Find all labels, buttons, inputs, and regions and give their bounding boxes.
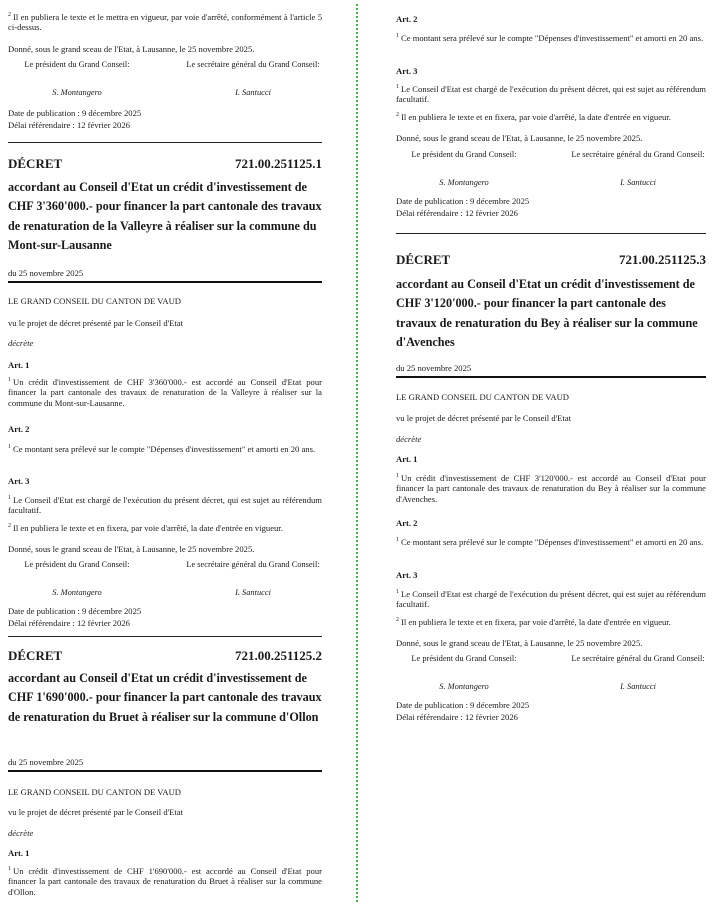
- art-2-text: $^1$ Ce montant sera prélevé sur le compte "Dépenses d'investissement" et amorti en 20 ans.: [8, 444, 316, 454]
- decree-3-title: accordant au Conseil d'Etat un crédit d'investissement de CHF 3'120'000.- pour financer la part cantonale des travaux de renaturation du Bey à réaliser sur la commune d'Avenches: [396, 277, 698, 350]
- signature-names: S. Montangero I. Santucci: [52, 88, 271, 97]
- art-1-text: $^1$ Un crédit d'investissement de CHF 3'120'000.- est accordé au Conseil d'Etat pour financer la part cantonale des travaux de renaturation du Bey à réaliser sur la commune d'Avenches.: [396, 473, 706, 504]
- decree-date: du 25 novembre 2025: [8, 268, 84, 278]
- art-2-label: Art. 2: [8, 424, 30, 434]
- decree-number: 721.00.251125.3: [618, 252, 706, 267]
- art-1-text: $^1$ Un crédit d'investissement de CHF 1'690'000.- est accordé au Conseil d'Etat pour financer la part cantonale des travaux de renaturation du Bruet à réaliser sur la commune d'Ollon.: [8, 866, 322, 897]
- decree-3-header: [396, 252, 706, 268]
- decrete-line: décrète: [8, 828, 34, 838]
- decree-number: 721.00.251125.1: [234, 156, 322, 171]
- publication-date: Date de publication : 9 décembre 2025: [8, 606, 142, 616]
- referendum-delay: Délai référendaire : 12 février 2026: [8, 618, 130, 628]
- decrete-line: décrète: [8, 338, 34, 348]
- decree-date: du 25 novembre 2025: [8, 757, 84, 767]
- council-heading: LE GRAND CONSEIL DU CANTON DE VAUD: [8, 787, 181, 797]
- publication-date: Date de publication : 9 décembre 2025: [396, 196, 530, 206]
- decree-label: DÉCRET: [8, 648, 63, 663]
- decree-1-title: accordant au Conseil d'Etat un crédit d'investissement de CHF 3'360'000.- pour financer la part cantonale des travaux de renaturation de la Valleyre à réaliser sur la commune du Mont-sur-Lausanne: [8, 180, 322, 253]
- decree-rule: [8, 770, 322, 772]
- decree-rule: [8, 281, 322, 283]
- art-3-label: Art. 3: [8, 476, 30, 486]
- section-rule: [8, 636, 322, 637]
- art-2-label: Art. 2: [396, 14, 418, 24]
- art-2-label: Art. 2: [396, 518, 418, 528]
- art-3-text-1: $^1$ Le Conseil d'Etat est chargé de l'exécution du présent décret, qui est sujet au référendum facultatif.: [396, 84, 706, 105]
- vu-line: vu le projet de décret présenté par le Conseil d'Etat: [8, 807, 184, 817]
- referendum-delay: Délai référendaire : 12 février 2026: [396, 208, 518, 218]
- art-1-label: Art. 1: [8, 360, 30, 370]
- art-1-text: $^1$ Un crédit d'investissement de CHF 3'360'000.- est accordé au Conseil d'Etat pour financer la part cantonale des travaux de renaturation de la Valleyre à réaliser sur la commune du Mont-sur-Lausanne.: [8, 377, 322, 408]
- art-3-text-1: $^1$ Le Conseil d'Etat est chargé de l'exécution du présent décret, qui est sujet au référendum facultatif.: [396, 589, 706, 610]
- signature-names: S. Montangero I. Santucci: [439, 682, 656, 691]
- decree-2-header: [8, 648, 322, 664]
- vu-line: vu le projet de décret présenté par le Conseil d'Etat: [396, 413, 572, 423]
- signature-titles: Le président du Grand Conseil: Le secrétaire général du Grand Conseil:: [411, 150, 705, 159]
- art-3-text-2: $^2$ Il en publiera le texte et en fixera, par voie d'arrêté, la date d'entrée en vigueur.: [396, 112, 671, 122]
- decree-1-header: [8, 156, 322, 172]
- decree-label: DÉCRET: [8, 156, 63, 171]
- referendum-delay: Délai référendaire : 12 février 2026: [8, 120, 130, 130]
- decree-date: du 25 novembre 2025: [396, 363, 472, 373]
- art-2-text: $^1$ Ce montant sera prélevé sur le compte "Dépenses d'investissement" et amorti en 20 ans.: [396, 33, 704, 43]
- given-line: Donné, sous le grand sceau de l'Etat, à Lausanne, le 25 novembre 2025.: [8, 44, 255, 54]
- signature-titles: Le président du Grand Conseil: Le secrétaire général du Grand Conseil:: [411, 654, 705, 663]
- publication-date: Date de publication : 9 décembre 2025: [8, 108, 142, 118]
- signature-names: S. Montangero I. Santucci: [439, 178, 656, 187]
- publication-date: Date de publication : 9 décembre 2025: [396, 700, 530, 710]
- art-3-text-2: $^2$ Il en publiera le texte et en fixera, par voie d'arrêté, la date d'entrée en vigueur.: [396, 617, 671, 627]
- prev-art3-para2: $^2$ Il en publiera le texte et le mettra en vigueur, par voie d'arrêté, conformément à l'article 5 ci-dessus.: [8, 12, 322, 33]
- decree-number: 721.00.251125.2: [234, 648, 322, 663]
- art-3-label: Art. 3: [396, 66, 418, 76]
- section-rule: [8, 142, 322, 143]
- column-divider: [356, 4, 358, 902]
- decree-label: DÉCRET: [396, 252, 451, 267]
- decree-rule: [396, 376, 706, 378]
- council-heading: LE GRAND CONSEIL DU CANTON DE VAUD: [8, 296, 181, 306]
- decrete-line: décrète: [396, 434, 422, 444]
- art-3-label: Art. 3: [396, 570, 418, 580]
- given-line: Donné, sous le grand sceau de l'Etat, à Lausanne, le 25 novembre 2025.: [396, 133, 643, 143]
- signature-titles: Le président du Grand Conseil: Le secrétaire général du Grand Conseil:: [24, 60, 320, 69]
- section-rule: [396, 233, 706, 234]
- given-line: Donné, sous le grand sceau de l'Etat, à Lausanne, le 25 novembre 2025.: [396, 638, 643, 648]
- art-2-text: $^1$ Ce montant sera prélevé sur le compte "Dépenses d'investissement" et amorti en 20 ans.: [396, 537, 704, 547]
- decree-2-title: accordant au Conseil d'Etat un crédit d'investissement de CHF 1'690'000.- pour financer la part cantonale des travaux de renaturation du Bruet à réaliser sur la commune d'Ollon: [8, 671, 322, 724]
- art-1-label: Art. 1: [396, 454, 418, 464]
- art-3-text-2: $^2$ Il en publiera le texte et en fixera, par voie d'arrêté, la date d'entrée en vigueur.: [8, 523, 283, 533]
- signature-titles: Le président du Grand Conseil: Le secrétaire général du Grand Conseil:: [24, 560, 320, 569]
- art-1-label: Art. 1: [8, 848, 30, 858]
- referendum-delay: Délai référendaire : 12 février 2026: [396, 712, 518, 722]
- vu-line: vu le projet de décret présenté par le Conseil d'Etat: [8, 318, 184, 328]
- council-heading: LE GRAND CONSEIL DU CANTON DE VAUD: [396, 392, 569, 402]
- given-line: Donné, sous le grand sceau de l'Etat, à Lausanne, le 25 novembre 2025.: [8, 544, 255, 554]
- art-3-text-1: $^1$ Le Conseil d'Etat est chargé de l'exécution du présent décret, qui est sujet au référendum facultatif.: [8, 495, 322, 516]
- signature-names: S. Montangero I. Santucci: [52, 588, 271, 597]
